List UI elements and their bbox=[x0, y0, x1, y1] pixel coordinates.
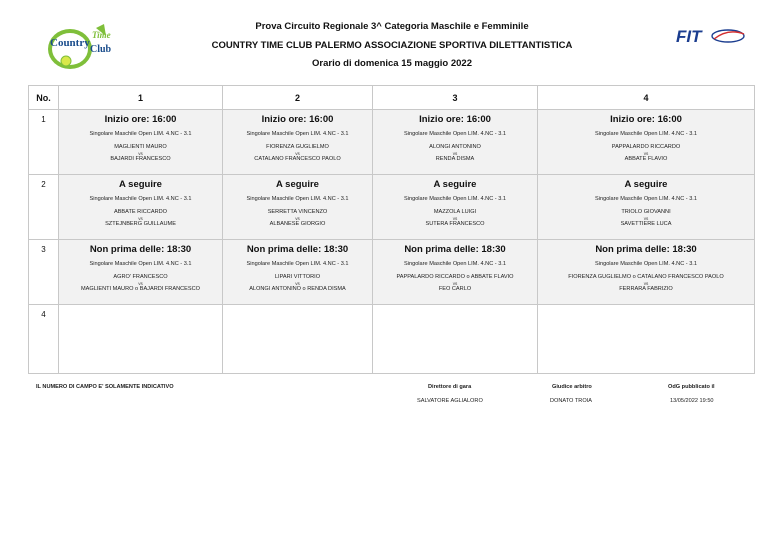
player-one: AGRO' FRANCESCO bbox=[113, 274, 168, 280]
player-two: SAVETTIERE LUCA bbox=[620, 221, 672, 227]
referee-name: DONATO TROIA bbox=[550, 398, 592, 404]
match-time: Inizio ore: 16:00 bbox=[104, 114, 177, 125]
versus-label: vs bbox=[643, 281, 649, 286]
row-number: 1 bbox=[29, 110, 59, 175]
match-cell bbox=[373, 110, 538, 175]
empty-cell bbox=[538, 305, 755, 374]
column-header-no: No. bbox=[29, 86, 59, 110]
match-cell bbox=[223, 240, 373, 305]
match-time: Non prima delle: 18:30 bbox=[246, 244, 349, 255]
versus-label: vs bbox=[452, 151, 458, 156]
table-row bbox=[29, 240, 755, 305]
match-time: A seguire bbox=[276, 179, 319, 190]
versus-label: vs bbox=[138, 151, 143, 156]
match-cell bbox=[59, 240, 223, 305]
match-category: Singolare Maschile Open LIM. 4.NC - 3.1 bbox=[246, 196, 349, 202]
row-number: 4 bbox=[29, 305, 59, 374]
versus-label: vs bbox=[295, 281, 300, 286]
match-cell bbox=[59, 110, 223, 175]
row-number: 3 bbox=[29, 240, 59, 305]
match-time: Non prima delle: 18:30 bbox=[595, 244, 697, 255]
column-header-court-3: 3 bbox=[373, 86, 538, 110]
empty-cell bbox=[59, 305, 223, 374]
player-one: ABBATE RICCARDO bbox=[113, 209, 168, 215]
svg-text:Time: Time bbox=[92, 30, 111, 40]
match-cell bbox=[59, 175, 223, 240]
match-time: Non prima delle: 18:30 bbox=[89, 244, 192, 255]
country-time-club-logo bbox=[46, 22, 126, 72]
match-category: Singolare Maschile Open LIM. 4.NC - 3.1 bbox=[595, 261, 697, 267]
player-two: SUTERA FRANCESCO bbox=[425, 221, 485, 227]
player-one: MAGLIENTI MAURO bbox=[114, 144, 167, 150]
match-category: Singolare Maschile Open LIM. 4.NC - 3.1 bbox=[404, 261, 506, 267]
versus-label: vs bbox=[643, 151, 649, 156]
match-time: Inizio ore: 16:00 bbox=[419, 114, 491, 125]
player-two: RENDA DISMA bbox=[435, 156, 475, 162]
match-cell bbox=[373, 240, 538, 305]
versus-label: vs bbox=[138, 216, 143, 221]
player-one: MAZZOLA LUIGI bbox=[433, 209, 477, 215]
player-one: ALONGI ANTONINO bbox=[429, 144, 481, 150]
match-cell bbox=[223, 110, 373, 175]
empty-cell bbox=[373, 305, 538, 374]
table-row bbox=[29, 305, 755, 374]
schedule-table bbox=[28, 85, 755, 374]
versus-label: vs bbox=[643, 216, 649, 221]
match-cell bbox=[538, 240, 755, 305]
table-header-row bbox=[29, 86, 755, 110]
versus-label: vs bbox=[452, 281, 458, 286]
player-one: PAPPALARDO RICCARDO bbox=[611, 144, 681, 150]
match-time: A seguire bbox=[433, 179, 477, 190]
player-one: LIPARI VITTORIO bbox=[274, 274, 321, 280]
match-time: Inizio ore: 16:00 bbox=[610, 114, 682, 125]
match-time: Inizio ore: 16:00 bbox=[261, 114, 334, 125]
player-one: SERRETTA VINCENZO bbox=[267, 209, 328, 215]
match-category: Singolare Maschile Open LIM. 4.NC - 3.1 bbox=[89, 196, 192, 202]
table-row bbox=[29, 175, 755, 240]
versus-label: vs bbox=[452, 216, 458, 221]
player-one: FIORENZA GUGLIELMO bbox=[266, 144, 329, 150]
match-category: Singolare Maschile Open LIM. 4.NC - 3.1 bbox=[89, 131, 192, 137]
director-name: SALVATORE AGLIALORO bbox=[417, 398, 483, 404]
player-two: FERRARA FABRIZIO bbox=[619, 286, 673, 292]
versus-label: vs bbox=[138, 281, 143, 286]
svg-text:Country: Country bbox=[50, 37, 90, 49]
player-one: PAPPALARDO RICCARDO o ABBATE FLAVIO bbox=[396, 274, 514, 280]
empty-cell bbox=[223, 305, 373, 374]
player-two: ABBATE FLAVIO bbox=[624, 156, 668, 162]
player-two: CATALANO FRANCESCO PAOLO bbox=[254, 156, 341, 162]
club-name: COUNTRY TIME CLUB PALERMO ASSOCIAZIONE SPORTIVA DILETTANTISTICA bbox=[211, 40, 573, 51]
match-category: Singolare Maschile Open LIM. 4.NC - 3.1 bbox=[246, 131, 349, 137]
table-row bbox=[29, 110, 755, 175]
match-time: A seguire bbox=[624, 179, 668, 190]
match-cell bbox=[373, 175, 538, 240]
match-cell bbox=[223, 175, 373, 240]
column-header-court-2: 2 bbox=[223, 86, 373, 110]
match-category: Singolare Maschile Open LIM. 4.NC - 3.1 bbox=[595, 131, 697, 137]
player-two: MAGLIENTI MAURO o BAJARDI FRANCESCO bbox=[80, 286, 201, 292]
versus-label: vs bbox=[295, 151, 300, 156]
referee-label: Giudice arbitro bbox=[552, 384, 592, 390]
player-two: BAJARDI FRANCESCO bbox=[110, 156, 171, 162]
schedule-date: Orario di domenica 15 maggio 2022 bbox=[312, 58, 472, 69]
match-category: Singolare Maschile Open LIM. 4.NC - 3.1 bbox=[595, 196, 697, 202]
match-category: Singolare Maschile Open LIM. 4.NC - 3.1 bbox=[404, 196, 506, 202]
column-header-court-4: 4 bbox=[538, 86, 755, 110]
player-one: FIORENZA GUGLIELMO o CATALANO FRANCESCO PAOLO bbox=[568, 274, 724, 280]
versus-label: vs bbox=[295, 216, 300, 221]
footer-note: IL NUMERO DI CAMPO E' SOLAMENTE INDICATIVO bbox=[36, 384, 174, 390]
match-cell bbox=[538, 175, 755, 240]
player-two: ALBANESE GIORGIO bbox=[269, 221, 326, 227]
fit-logo bbox=[676, 24, 748, 48]
director-label: Direttore di gara bbox=[428, 384, 472, 390]
player-two: ALONGI ANTONINO o RENDA DISMA bbox=[249, 286, 346, 292]
match-category: Singolare Maschile Open LIM. 4.NC - 3.1 bbox=[404, 131, 506, 137]
match-time: Non prima delle: 18:30 bbox=[404, 244, 506, 255]
player-two: FEO CARLO bbox=[438, 286, 472, 292]
column-header-court-1: 1 bbox=[59, 86, 223, 110]
player-one: TRIOLO GIOVANNI bbox=[621, 209, 671, 215]
match-cell bbox=[538, 110, 755, 175]
player-two: SZTEJNBERG GUILLAUME bbox=[105, 221, 176, 227]
published-date: 13/05/2022 19:50 bbox=[670, 398, 714, 404]
match-category: Singolare Maschile Open LIM. 4.NC - 3.1 bbox=[89, 261, 192, 267]
match-time: A seguire bbox=[119, 179, 162, 190]
svg-text:FIT: FIT bbox=[676, 27, 702, 46]
row-number: 2 bbox=[29, 175, 59, 240]
tournament-title: Prova Circuito Regionale 3^ Categoria Maschile e Femminile bbox=[255, 21, 529, 32]
svg-text:Club: Club bbox=[90, 44, 112, 55]
published-label: OdG pubblicato il bbox=[668, 384, 715, 390]
match-category: Singolare Maschile Open LIM. 4.NC - 3.1 bbox=[246, 261, 349, 267]
